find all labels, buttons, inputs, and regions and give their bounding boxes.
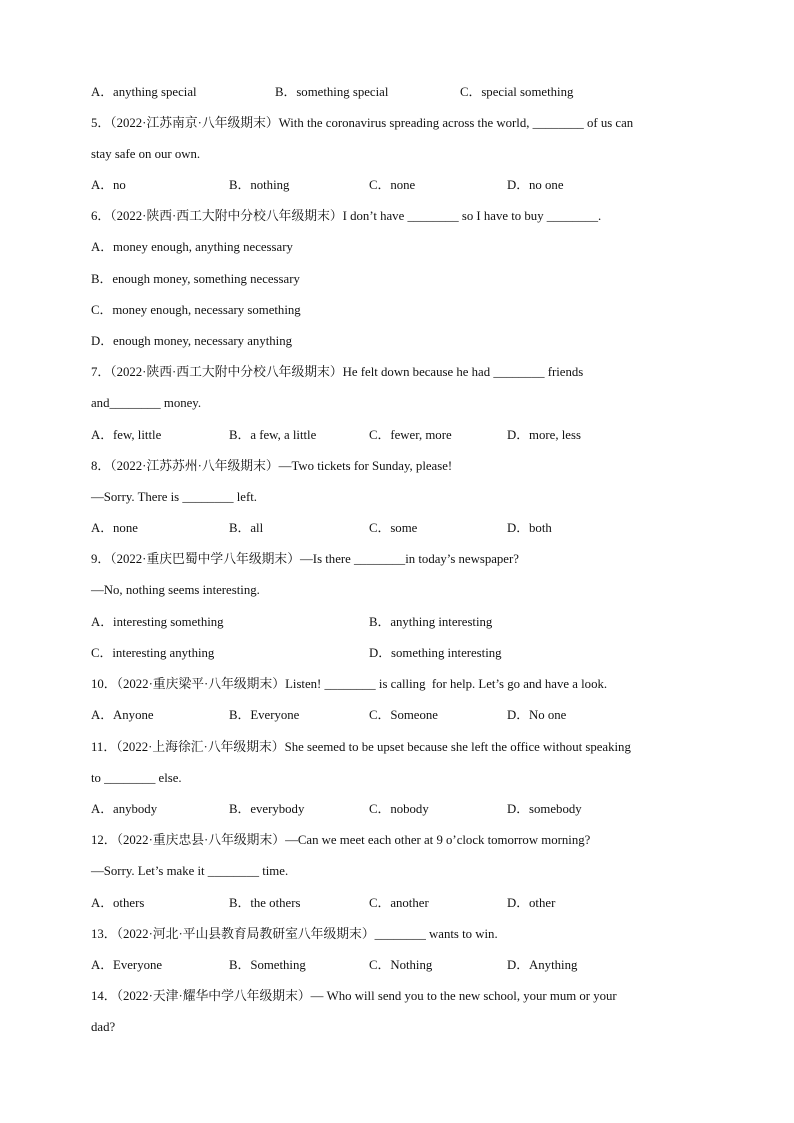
- q5-option-b: B．nothing: [229, 178, 290, 192]
- q7-option-c: C．fewer, more: [369, 428, 452, 442]
- q7-stem-cont: and________ money.: [91, 396, 202, 410]
- q9-stem: 9．（2022·重庆巴蜀中学八年级期末）—Is there ________in today’s newspaper?: [91, 552, 519, 566]
- q13-option-c: C．Nothing: [369, 958, 433, 972]
- q8-option-c: C．some: [369, 521, 418, 535]
- q6-option-d: D．enough money, necessary anything: [91, 334, 293, 348]
- q10-stem: 10．（2022·重庆梁平·八年级期末）Listen! ________ is calling for help. Let’s go and have a look.: [91, 677, 608, 691]
- q4-option-a: A．anything special: [91, 85, 197, 99]
- q9-option-a: A．interesting something: [91, 615, 224, 629]
- q11-option-d: D．somebody: [507, 802, 582, 816]
- q13-stem: 13．（2022·河北·平山县教育局教研室八年级期末）________ wants to win.: [91, 927, 498, 941]
- q12-stem: 12．（2022·重庆忠县·八年级期末）—Can we meet each other at 9 o’clock tomorrow morning?: [91, 833, 591, 847]
- q6-option-a: A．money enough, anything necessary: [91, 240, 293, 254]
- q12-option-d: D．other: [507, 896, 556, 910]
- q7-option-b: B．a few, a little: [229, 428, 317, 442]
- q10-option-d: D．No one: [507, 708, 567, 722]
- q11-option-b: B．everybody: [229, 802, 305, 816]
- q6-stem: 6．（2022·陕西·西工大附中分校八年级期末）I don’t have ________ so I have to buy ________.: [91, 209, 602, 223]
- q8-option-d: D．both: [507, 521, 552, 535]
- q7-option-d: D．more, less: [507, 428, 581, 442]
- q9-option-b: B．anything interesting: [369, 615, 493, 629]
- q9-option-c: C．interesting anything: [91, 646, 215, 660]
- q14-stem-cont: dad?: [91, 1020, 116, 1034]
- q8-option-a: A．none: [91, 521, 138, 535]
- q13-option-d: D．Anything: [507, 958, 578, 972]
- q7-option-a: A．few, little: [91, 428, 162, 442]
- q10-option-a: A．Anyone: [91, 708, 154, 722]
- q12-option-a: A．others: [91, 896, 145, 910]
- q12-option-b: B．the others: [229, 896, 301, 910]
- q5-stem: 5．（2022·江苏南京·八年级期末）With the coronavirus spreading across the world, ________ of us can: [91, 116, 634, 130]
- q10-option-c: C．Someone: [369, 708, 438, 722]
- q8-option-b: B．all: [229, 521, 264, 535]
- q4-option-c: C．special something: [460, 85, 574, 99]
- q9-option-d: D．something interesting: [369, 646, 502, 660]
- q6-option-b: B．enough money, something necessary: [91, 272, 300, 286]
- q11-stem: 11．（2022·上海徐汇·八年级期末）She seemed to be upset because she left the office without speaking: [91, 740, 631, 754]
- q7-stem: 7．（2022·陕西·西工大附中分校八年级期末）He felt down because he had ________ friends: [91, 365, 584, 379]
- q14-stem: 14．（2022·天津·耀华中学八年级期末）— Who will send you to the new school, your mum or your: [91, 989, 617, 1003]
- q5-option-a: A．no: [91, 178, 126, 192]
- q11-option-a: A．anybody: [91, 802, 158, 816]
- q6-option-c: C．money enough, necessary something: [91, 303, 301, 317]
- q13-option-b: B．Something: [229, 958, 306, 972]
- q10-option-b: B．Everyone: [229, 708, 300, 722]
- q5-stem-cont: stay safe on our own.: [91, 147, 201, 161]
- q8-stem-cont: —Sorry. There is ________ left.: [91, 490, 257, 504]
- q13-option-a: A．Everyone: [91, 958, 163, 972]
- q8-stem: 8．（2022·江苏苏州·八年级期末）—Two tickets for Sunday, please!: [91, 459, 453, 473]
- q5-option-c: C．none: [369, 178, 416, 192]
- q11-option-c: C．nobody: [369, 802, 429, 816]
- q12-stem-cont: —Sorry. Let’s make it ________ time.: [91, 864, 289, 878]
- q4-option-b: B．something special: [275, 85, 389, 99]
- q11-stem-cont: to ________ else.: [91, 771, 182, 785]
- q12-option-c: C．another: [369, 896, 429, 910]
- q5-option-d: D．no one: [507, 178, 564, 192]
- q9-stem-cont: —No, nothing seems interesting.: [91, 583, 260, 597]
